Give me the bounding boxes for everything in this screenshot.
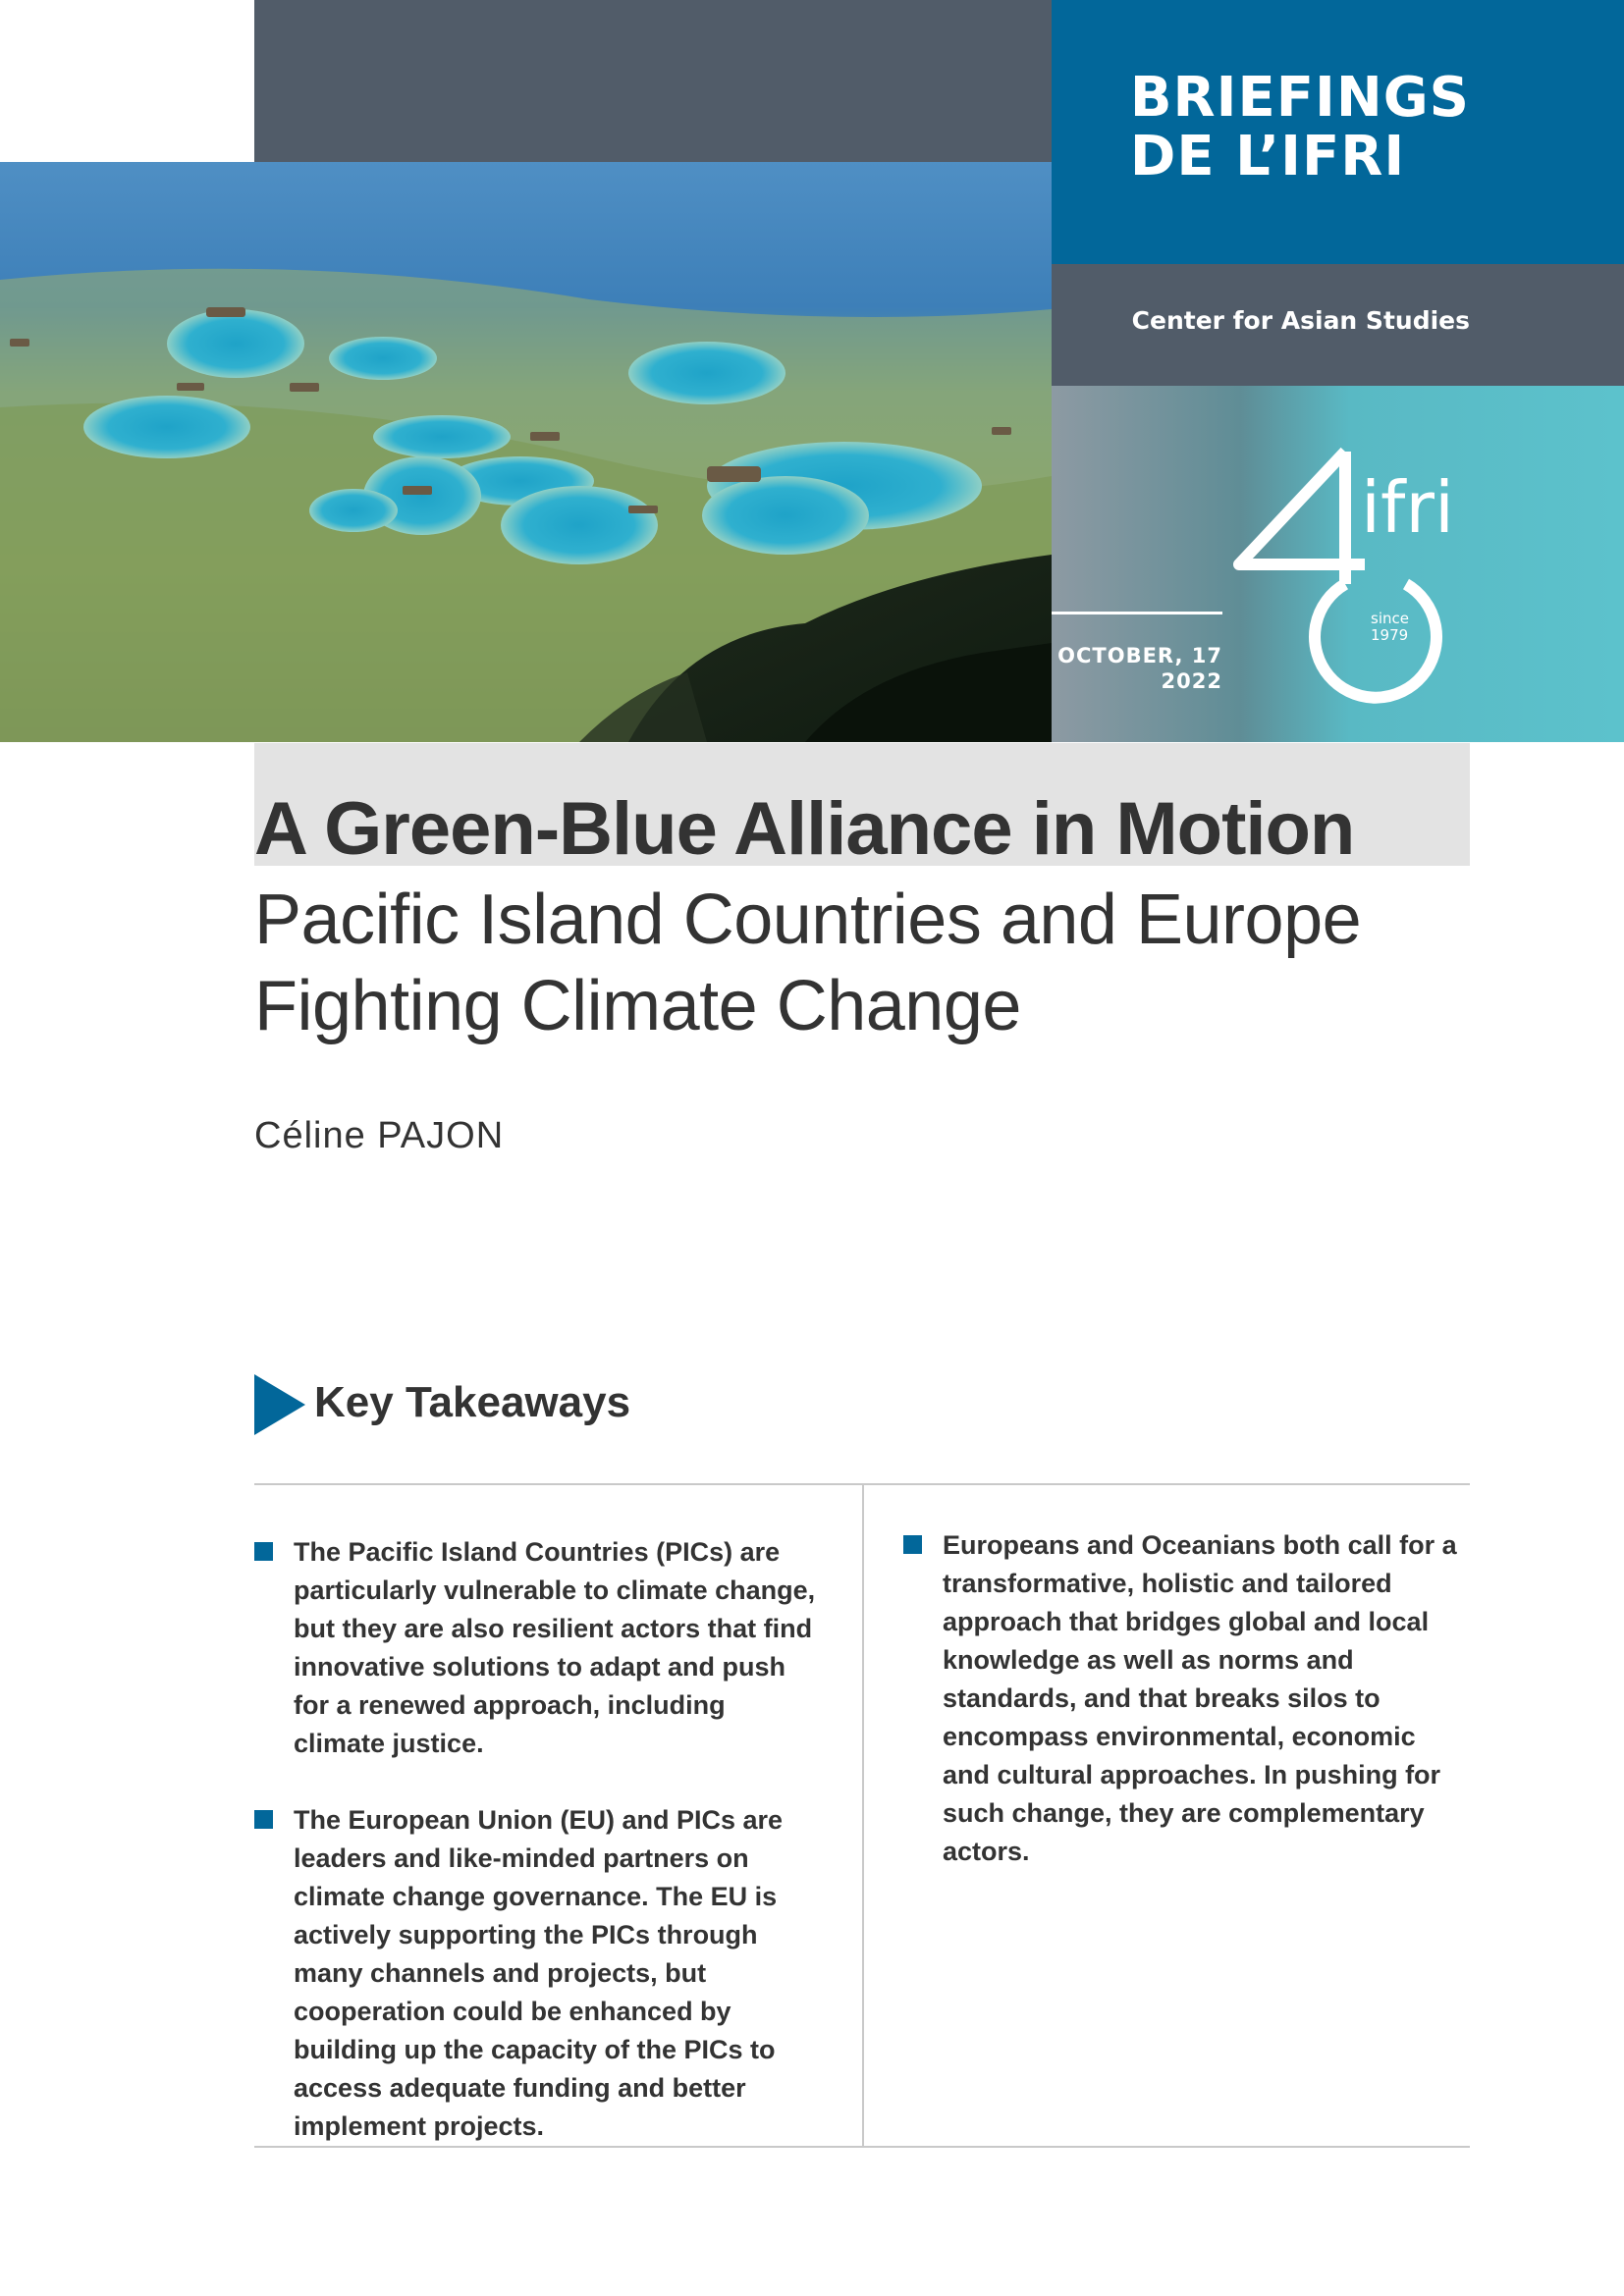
takeaway-item [254, 1801, 824, 2146]
takeaway-text: Europeans and Oceanians both call for a transformative, holistic and tailored approach that bridges global and local knowledge as well as norms and standards, and that breaks silos to encompass environmental, economic and cultural approaches. In pushing for such change, they are complementary actors. [943, 1530, 1457, 1866]
square-bullet-icon [903, 1535, 922, 1554]
play-arrow-icon [254, 1374, 305, 1435]
document-subtitle: Pacific Island Countries and Europe Fighting Climate Change [254, 881, 1362, 1045]
takeaway-text: The European Union (EU) and PICs are leaders and like-minded partners on climate change governance. The EU is actively supporting the PICs through many channels and projects, but cooperation could be enhanced by building up the capacity of the PICs to access adequate funding and better implement projects. [294, 1805, 784, 2141]
ifri-wordmark: ifri [1361, 466, 1454, 549]
cover-photo-reef-aerial [0, 162, 1052, 742]
square-bullet-icon [254, 1542, 273, 1561]
document-title: A Green-Blue Alliance in Motion [254, 787, 1355, 871]
center-block [1052, 264, 1624, 386]
key-takeaways-heading: Key Takeaways [314, 1378, 631, 1426]
author-name: Céline PAJON [254, 1115, 505, 1156]
square-bullet-icon [254, 1810, 273, 1829]
publication-series-title: BRIEFINGS DE L’IFRI [1129, 66, 1470, 188]
takeaway-text: The Pacific Island Countries (PICs) are particularly vulnerable to climate change, but they are also resilient actors that find innovative solutions to adapt and push for a renewed approach, including climate justice. [294, 1537, 816, 1758]
research-center-label: Center for Asian Studies [1131, 306, 1470, 335]
ifri-40-logo [1218, 422, 1473, 717]
publication-date: OCTOBER, 17 2022 [1057, 644, 1222, 693]
since-label: since [1371, 610, 1409, 627]
takeaway-item [903, 1526, 1458, 1871]
date-divider [1052, 612, 1222, 614]
takeaways-bottom-rule [254, 2146, 1470, 2148]
brand-block [1052, 0, 1624, 264]
takeaways-column-divider [862, 1483, 864, 2148]
since-year: 1979 [1371, 626, 1409, 644]
takeaway-item [254, 1533, 824, 1763]
header-gray-band [254, 0, 1052, 162]
